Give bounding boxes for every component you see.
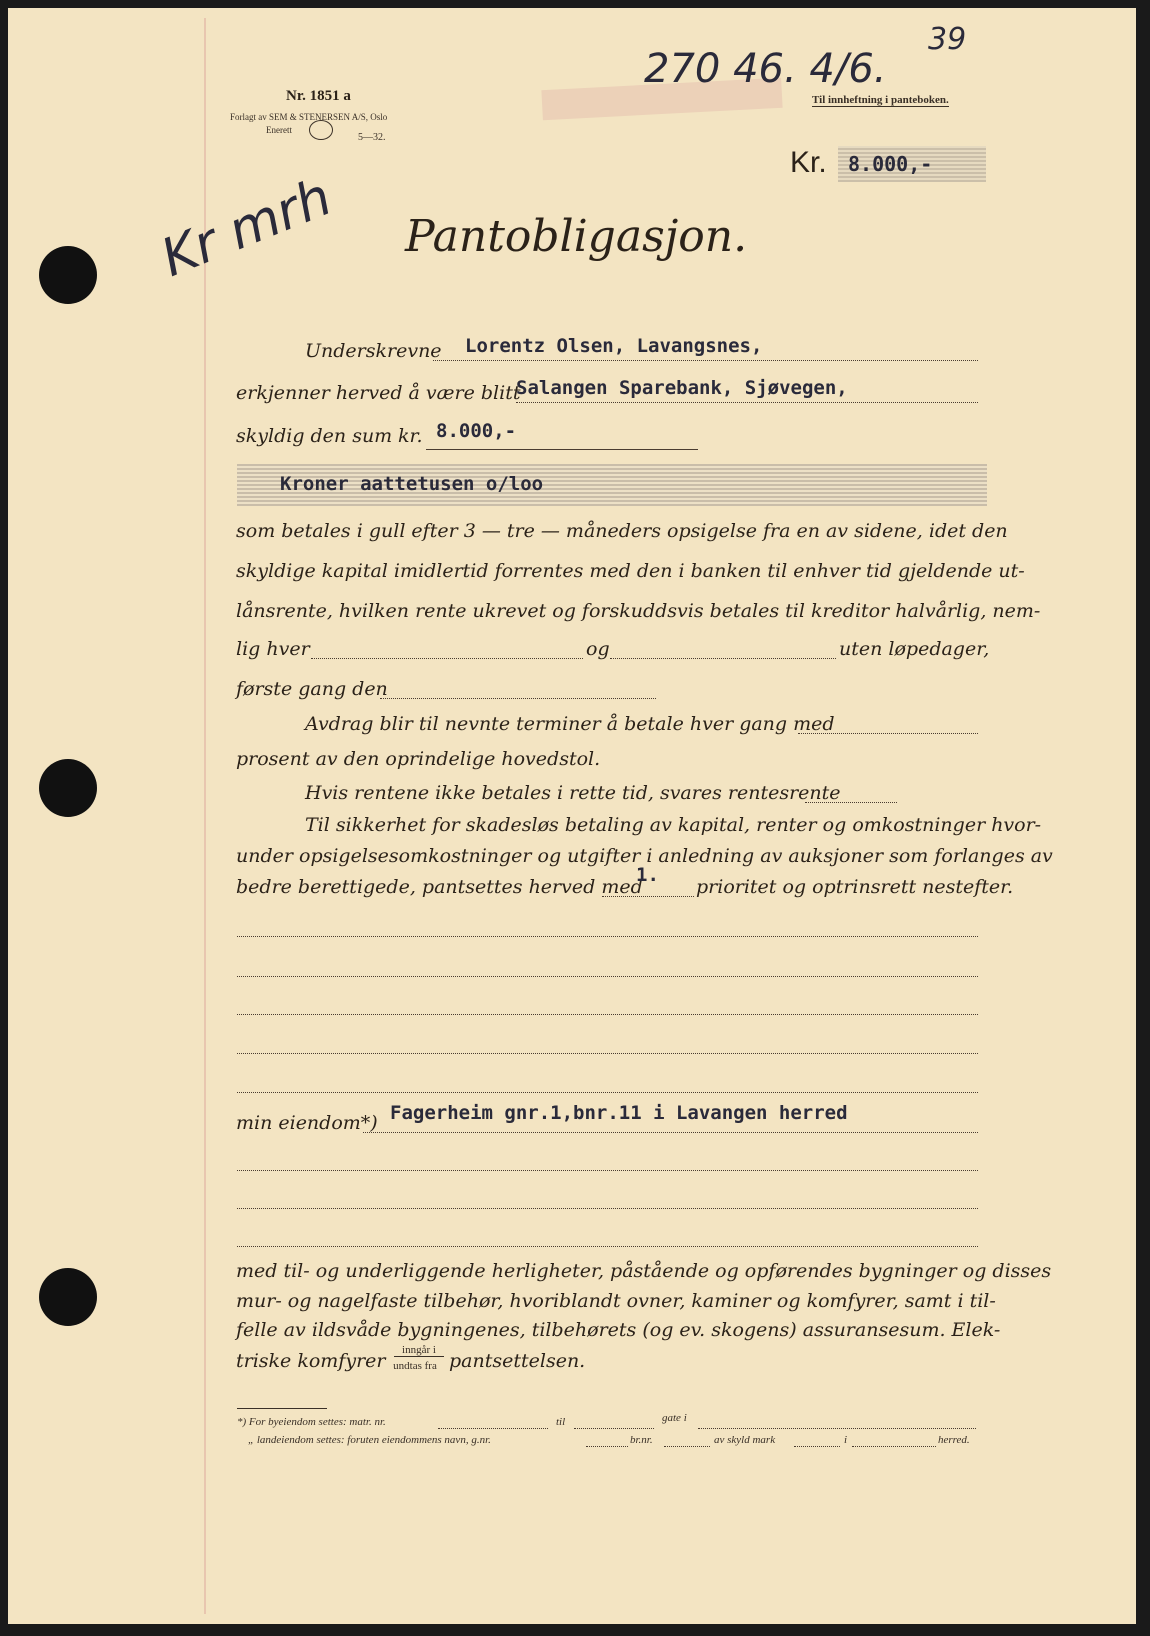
footnote-line2-d: i [844,1434,848,1446]
punch-hole-bottom [39,1268,97,1326]
publisher-enerett: Enerett [266,125,292,135]
body-line: med til- og underliggende herligheter, påstående og opførendes bygninger og disses [236,1260,1052,1282]
footnote-fill [438,1428,548,1429]
body-line: og [586,638,610,660]
footnote-fill [574,1428,654,1429]
undersigned-line [433,360,978,361]
creditor-label: erkjenner herved å være blitt [236,382,521,404]
blank-line [237,1092,978,1093]
footnote-fill [852,1446,936,1447]
blank-line [237,936,978,937]
blank-line [237,1208,978,1209]
property-value: Fagerheim gnr.1,bnr.11 i Lavangen herred [390,1102,848,1124]
footnote-fill [664,1446,710,1447]
property-label: min eiendom*) [236,1112,378,1134]
fill-line [380,698,656,699]
blank-line [237,976,978,977]
fraction-bottom: undtas fra [393,1360,437,1372]
body-line: prioritet og optrinsrett nestefter. [696,876,1014,898]
body-line: lig hver [236,638,310,660]
footnote-line1-b: til [556,1416,566,1428]
footnote-line2-b: br.nr. [630,1434,653,1446]
footnote-fill [586,1446,628,1447]
sum-label: skyldig den sum [236,425,393,447]
amount-label: Kr. [790,146,827,179]
footnote-line1-c: gate i [662,1412,687,1424]
fill-line [602,896,694,897]
body-line: under opsigelsesomkostninger og utgifter i anledning av auksjoner som forlanges av [236,845,1053,867]
body-line: lånsrente, hvilken rente ukrevet og forskuddsvis betales til kreditor halvårlig, nem- [236,600,1041,622]
body-line: Hvis rentene ikke betales i rette tid, svares rentesrente [305,782,841,804]
footnote-rule [237,1408,327,1409]
registry-note: Til innheftning i panteboken. [812,94,949,106]
sum-value: 8.000,- [436,420,517,442]
punch-hole-top [39,246,97,304]
publisher-line: Forlagt av SEM & STENERSEN A/S, Oslo [230,112,388,122]
fill-line [311,658,583,659]
property-line [363,1132,978,1133]
fill-line [610,658,836,659]
body-line: pantsettelsen. [449,1350,586,1372]
blank-line [237,1053,978,1054]
fill-line [805,802,897,803]
publisher-date: 5—32. [358,132,386,143]
body-line: bedre berettigede, pantsettes herved med [236,876,643,898]
blank-line [237,1170,978,1171]
undersigned-label: Underskrevne [305,340,442,362]
sum-words: Kroner aattetusen o/loo [280,473,544,495]
page-number: 39 [928,22,967,57]
creditor-value: Salangen Sparebank, Sjøvegen, [516,377,848,399]
document-title: Pantobligasjon. [405,211,748,262]
blank-line [237,1246,978,1247]
body-line: Avdrag blir til nevnte terminer å betale hver gang med [305,713,835,735]
fraction-top: inngår i [394,1344,444,1357]
handwritten-initials: Kr mrh [153,167,340,289]
sum-prefix: kr. [398,425,423,447]
punch-hole-middle [39,759,97,817]
body-line: prosent av den oprindelige hovedstol. [236,748,601,770]
body-line: som betales i gull efter 3 — tre — måneders opsigelse fra en av sidene, idet den [236,520,1008,542]
undersigned-value: Lorentz Olsen, Lavangsnes, [465,335,763,357]
body-line: mur- og nagelfaste tilbehør, hvoriblandt ovner, kaminer og komfyrer, samt i til- [236,1290,996,1312]
body-line: felle av ildsvåde bygningenes, tilbehørets (og ev. skogens) assuransesum. Elek- [236,1319,1001,1341]
body-line: første gang den [236,678,388,700]
fill-line [798,733,978,734]
creditor-line [516,402,978,403]
footnote-fill [698,1428,976,1429]
footnote-fill [794,1446,840,1447]
footnote-line1-a: *) For byeiendom settes: matr. nr. [237,1416,386,1428]
blank-line [237,1014,978,1015]
form-number: Nr. 1851 a [286,88,351,104]
footnote-line2-e: herred. [938,1434,970,1446]
amount-value: 8.000,- [838,146,986,182]
body-line: triske komfyrer [236,1350,386,1372]
body-line: skyldige kapital imidlertid forrentes med den i banken til enhver tid gjeldende ut- [236,560,1025,582]
document-page [8,8,1136,1624]
sum-line [426,449,698,450]
footnote-line2-a: „ landeiendom settes: foruten eiendommens navn, g.nr. [248,1434,491,1446]
publisher-seal-icon [309,120,333,140]
body-line: uten løpedager, [839,638,990,660]
priority-value: 1. [636,864,659,886]
handwritten-reference: 270 46. 4/6. [644,46,887,92]
footnote-line2-c: av skyld mark [714,1434,776,1446]
body-line: Til sikkerhet for skadesløs betaling av kapital, renter og omkostninger hvor- [305,814,1042,836]
